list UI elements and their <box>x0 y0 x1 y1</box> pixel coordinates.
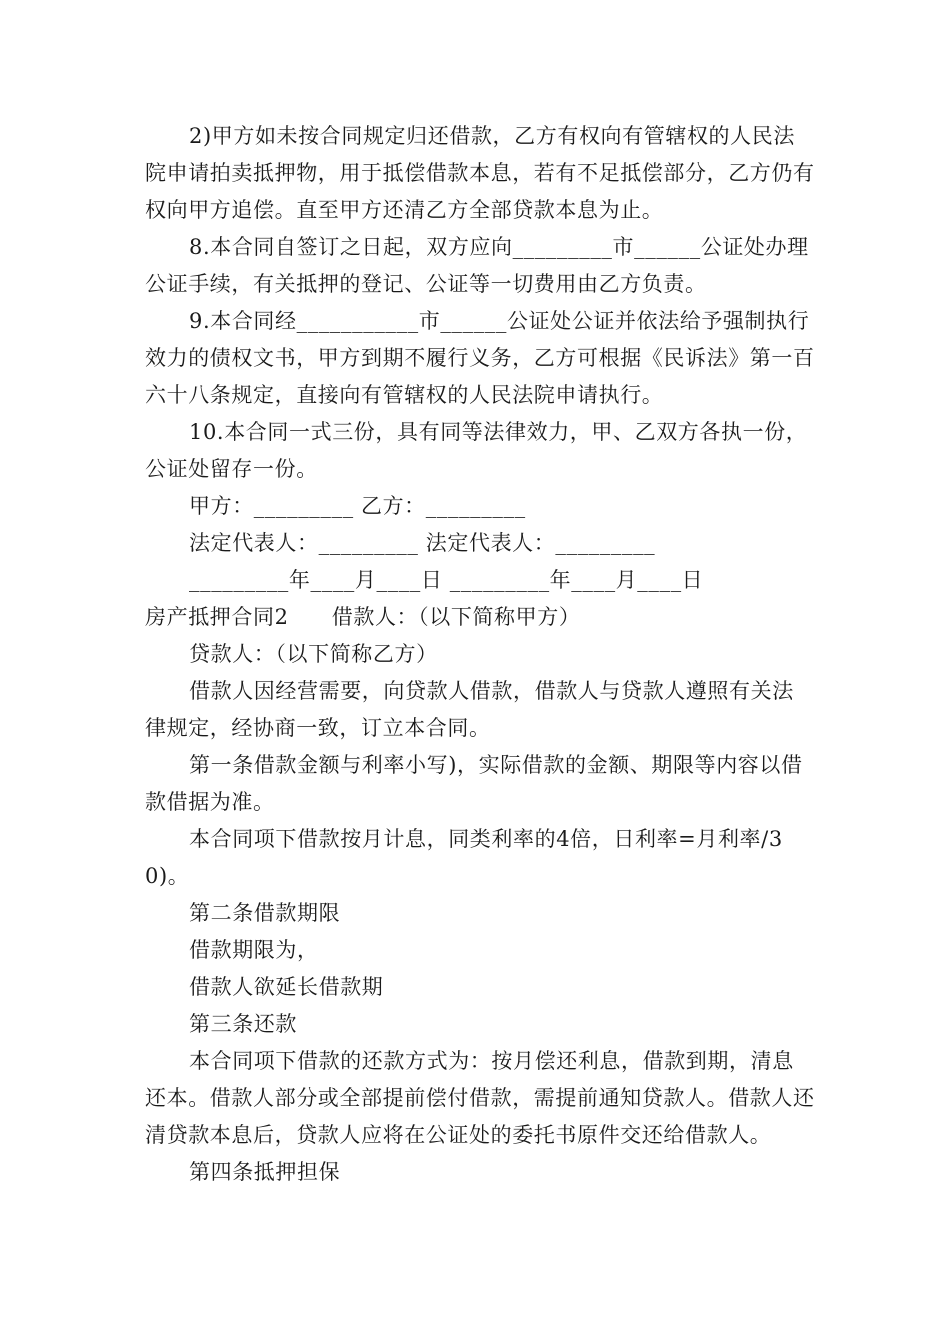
contract-2-title-line: 房产抵押合同2 借款人：（以下简称甲方） <box>145 605 581 629</box>
article-2-heading: 第二条借款期限 <box>189 901 341 925</box>
loan-extension-line: 借款人欲延长借款期 <box>189 975 384 999</box>
document-body <box>145 118 815 1191</box>
repayment-paragraph: 本合同项下借款的还款方式为：按月偿还利息，借款到期，清息还本。借款人部分或全部提前偿付借款，需提前通知贷款人。借款人还清贷款本息后，贷款人应将在公证处的委托书原件交还给借款人。 <box>145 1049 815 1147</box>
preamble-paragraph: 借款人因经营需要，向贷款人借款，借款人与贷款人遵照有关法律规定，经协商一致，订立本合同。 <box>145 679 794 740</box>
paragraph-clause-10: 10.本合同一式三份，具有同等法律效力，甲、乙双方各执一份，公证处留存一份。 <box>145 420 808 481</box>
article-4-heading: 第四条抵押担保 <box>189 1160 341 1184</box>
signature-representatives-line: 法定代表人：_________ 法定代表人：_________ <box>189 531 656 555</box>
paragraph-clause-7-2: 2)甲方如未按合同规定归还借款，乙方有权向有管辖权的人民法院申请拍卖抵押物，用于抵偿借款本息，若有不足抵偿部分，乙方仍有权向甲方追偿。直至甲方还清乙方全部贷款本息为止。 <box>145 124 815 222</box>
article-1-paragraph: 第一条借款金额与利率小写)，实际借款的金额、期限等内容以借款借据为准。 <box>145 753 803 814</box>
article-3-heading: 第三条还款 <box>189 1012 297 1036</box>
signature-parties-line: 甲方：_________ 乙方：_________ <box>189 494 526 518</box>
interest-paragraph: 本合同项下借款按月计息，同类利率的4倍，日利率=月利率/30)。 <box>145 827 783 888</box>
paragraph-clause-9: 9.本合同经___________市______公证处公证并依法给予强制执行效力的债权文书，甲方到期不履行义务，乙方可根据《民诉法》第一百六十八条规定，直接向有管辖权的人民法院申请执行。 <box>145 309 815 407</box>
lender-line: 贷款人：（以下简称乙方） <box>189 642 438 666</box>
paragraph-clause-8: 8.本合同自签订之日起，双方应向_________市______公证处办理公证手续，有关抵押的登记、公证等一切费用由乙方负责。 <box>145 235 809 296</box>
loan-term-line: 借款期限为， <box>189 938 319 962</box>
signature-dates-line: _________年____月____日 _________年____月____日 <box>189 568 704 592</box>
